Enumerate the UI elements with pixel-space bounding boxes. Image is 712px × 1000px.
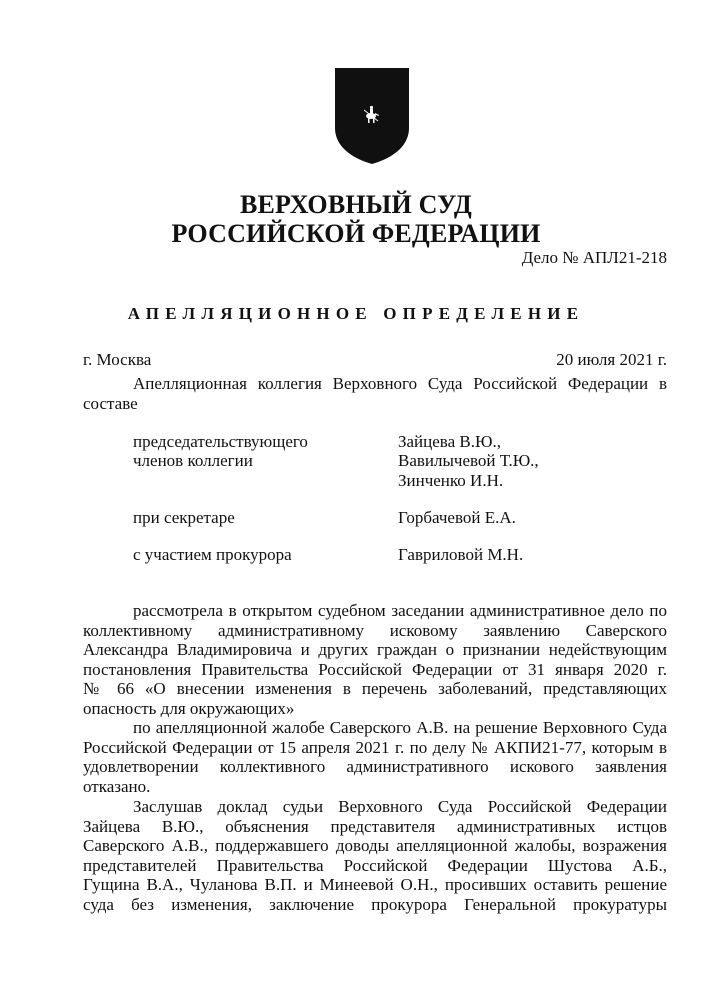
- text-line: Заслушав доклад судьи Верховного Суда Российской Федерации: [133, 797, 667, 816]
- paragraph-appeal: [83, 718, 667, 796]
- presiding-label: председательствующего: [133, 432, 308, 451]
- prosecutor-label: с участием прокурора: [133, 545, 292, 564]
- secretary-label: при секретаре: [133, 508, 235, 527]
- text-line: представителей Правительства Российской Федерации Шустова А.Б.,: [83, 855, 667, 875]
- text-line: Зайцева В.Ю., объяснения представителя административных истцов: [83, 816, 667, 836]
- paragraph-review: [83, 601, 667, 719]
- date: 20 июля 2021 г.: [556, 350, 667, 369]
- text-line: суда без изменения, заключение прокурора Генеральной прокуратуры: [83, 894, 667, 914]
- prosecutor-name: Гавриловой М.Н.: [398, 545, 524, 564]
- paragraph-hearing: [83, 797, 667, 915]
- text-line: Саверского А.В., поддержавшего доводы апелляционной жалобы, возражения: [83, 836, 667, 856]
- intro-paragraph: [83, 374, 667, 413]
- secretary-name: Горбачевой Е.А.: [398, 508, 516, 527]
- text-line: Российской Федерации от 15 апреля 2021 г. по делу № АКПИ21-77, которым в: [83, 737, 667, 757]
- text-line: удовлетворении коллективного административного искового заявления: [83, 757, 667, 777]
- members-label: членов коллегии: [133, 451, 253, 470]
- text-line: коллективному административному исковому заявлению Саверского: [83, 620, 667, 640]
- intro-line: Апелляционная коллегия Верховного Суда Российской Федерации в: [133, 374, 667, 393]
- text-line: рассмотрела в открытом судебном заседании административное дело по: [133, 601, 667, 620]
- text-line: опасность для окружающих»: [83, 698, 295, 718]
- text-line: отказано.: [83, 776, 151, 796]
- member-name: Зинченко И.Н.: [398, 471, 504, 490]
- member-name: Вавилычевой Т.Ю.,: [398, 451, 539, 470]
- case-number: Дело № АПЛ21-218: [521, 248, 667, 267]
- text-line: № 66 «О внесении изменения в перечень заболеваний, представляющих: [83, 679, 667, 699]
- presiding-name: Зайцева В.Ю.,: [398, 432, 501, 451]
- text-line: Александра Владимировича и других граждан о признании недействующим: [83, 640, 667, 660]
- document-type-title: АПЕЛЛЯЦИОННОЕ ОПРЕДЕЛЕНИЕ: [127, 304, 585, 323]
- text-line: по апелляционной жалобе Саверского А.В. на решение Верховного Суда: [133, 718, 667, 737]
- intro-line: составе: [83, 393, 138, 413]
- place: г. Москва: [83, 350, 152, 369]
- text-line: постановления Правительства Российской Федерации от 31 января 2020 г.: [83, 659, 667, 679]
- court-name-line2: РОССИЙСКОЙ ФЕДЕРАЦИИ: [171, 219, 541, 248]
- coat-of-arms-icon: [333, 66, 411, 166]
- text-line: Гущина В.А., Чуланова В.П. и Минеевой О.Н., просивших оставить решение: [83, 875, 667, 895]
- court-name-line1: ВЕРХОВНЫЙ СУД: [239, 190, 473, 219]
